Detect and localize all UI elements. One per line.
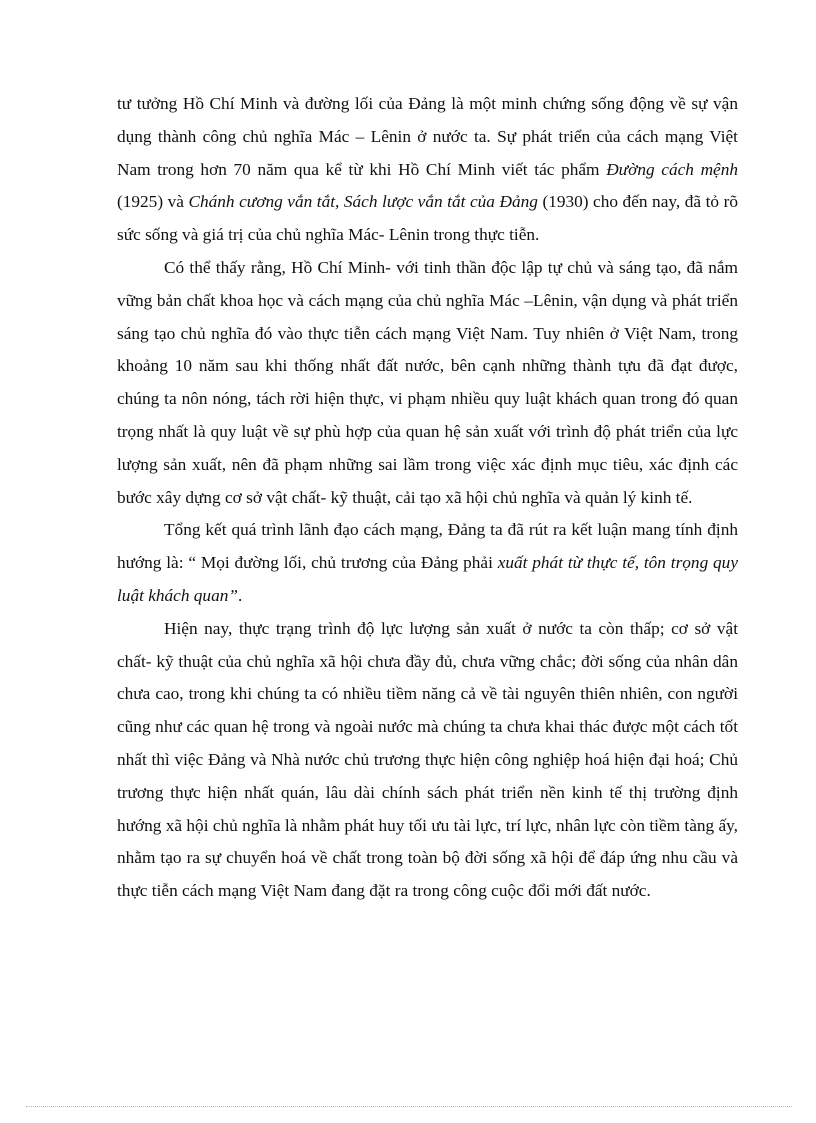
text-segment: (1925) và [117,192,189,212]
page-bottom-divider [26,1106,792,1107]
text-segment: . [237,585,243,605]
italic-quote: xuất phát từ thực tế, tôn trọng quy luật khách quan” [117,553,738,605]
text-segment: Có thể thấy rằng, Hồ Chí Minh- với tinh thần độc lập tự chủ và sáng tạo, đã nắm vững bản chất khoa học và cách mạng của chủ nghĩa Mác –Lênin, vận dụng và phát triển sáng tạo chủ nghĩa đó vào thực tiễn cách mạng Việt Nam. Tuy nhiên ở Việt Nam, trong khoảng 10 năm sau khi thống nhất đất nước, bên cạnh những thành tựu đã đạt được, chúng ta nôn nóng, tách rời hiện thực, vi phạm nhiều quy luật khách quan trong đó quan trọng nhất là quy luật về sự phù hợp của quan hệ sản xuất với trình độ phát triển của lực lượng sản xuất, nên đã phạm những sai lầm trong việc xác định mục tiêu, xác định các bước xây dựng cơ sở vật chất- kỹ thuật, cải tạo xã hội chủ nghĩa và quản lý kinh tế. [117,257,738,507]
document-page [117,88,738,908]
paragraph-1 [117,88,738,252]
text-segment: Tổng kết quá trình lãnh đạo cách mạng, Đảng ta đã rút ra kết luận mang tính định hướng là: “ Mọi đường lối, chủ trương của Đảng phải [117,520,738,573]
italic-title-chanh-cuong: Chánh cương vắn tắt, Sách lược vắn tắt của Đảng [188,192,538,212]
paragraph-2 [117,252,738,514]
text-segment: tư tưởng Hồ Chí Minh và đường lối của Đảng là một minh chứng sống động về sự vận dụng thành công chủ nghĩa Mác – Lênin ở nước ta. Sự phát triển của cách mạng Việt Nam trong hơn 70 năm qua kể từ khi Hồ Chí Minh viết tác phẩm [117,94,738,179]
text-segment: (1930) cho đến nay, đã tỏ rõ sức sống và giá trị của chủ nghĩa Mác- Lênin trong thực tiễn. [117,192,738,245]
paragraph-4 [117,613,738,908]
text-segment: Hiện nay, thực trạng trình độ lực lượng sản xuất ở nước ta còn thấp; cơ sở vật chất- kỹ thuật của chủ nghĩa xã hội chưa đầy đủ, chưa vững chắc; đời sống của nhân dân chưa cao, trong khi chúng ta có nhiều tiềm năng cả về tài nguyên thiên nhiên, con người cũng như các quan hệ trong và ngoài nước mà chúng ta chưa khai thác được một cách tốt nhất thì việc Đảng và Nhà nước chủ trương thực hiện công nghiệp hoá hiện đại hoá; Chủ trương thực hiện nhất quán, lâu dài chính sách phát triển nền kinh tế thị trường định hướng xã hội chủ nghĩa là nhằm phát huy tối ưu tài lực, trí lực, nhân lực còn tiềm tàng ấy, nhằm tạo ra sự chuyển hoá về chất trong toàn bộ đời sống xã hội để đáp ứng nhu cầu và thực tiễn cách mạng Việt Nam đang đặt ra trong công cuộc đổi mới đất nước. [117,618,738,901]
italic-title-duong-cach-menh: Đường cách mệnh [606,159,739,179]
paragraph-3 [117,514,738,612]
